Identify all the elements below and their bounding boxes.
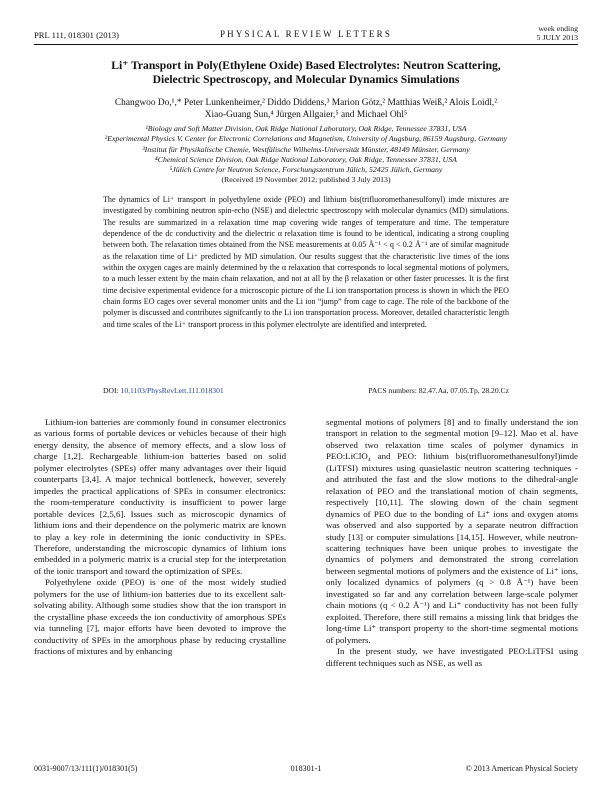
author-list — [50, 97, 562, 121]
week-date: 5 JULY 2013 — [536, 33, 578, 42]
paragraph: In the present study, we have investigated PEO:LiTFSI using different techniques such as NSE, as well as — [326, 646, 578, 668]
running-header — [34, 24, 578, 42]
received-dates: (Received 19 November 2012; published 3 July 2013) — [221, 175, 391, 185]
week-label: week ending — [538, 24, 578, 33]
affiliation-5: ⁵Jülich Centre for Neutron Science, Forschungszentrum Jülich, 52425 Jülich, Germany — [169, 165, 443, 175]
paragraph: Polyethylene oxide (PEO) is one of the most widely studied polymers for the use of lithium-ion batteries due to its excellent salt-solvating ability. Although some studies show that the ion transport in the crystalline phase exceeds the ion conductivity of amorphous SPEs via tunneling [7], major efforts have been devoted to improve the conductivity of SPEs in the amorphous phase by reducing crystalline fractions of mixtures and by enhancing — [34, 577, 286, 657]
paragraph: segmental motions of polymers [8] and to finally understand the ion transport in relation to the segmental motion [9–12]. Mao et al. have observed two relaxation time scales of polymer dynamics in PEO:LiClO₄ and PEO: lithium bis(trifluoromethanesulfonyl)imde (LiTFSI) mixtures using quasielastic neutron scattering techniques -and attributed the fast and the slow motions to the dihedral-angle relaxation of PEO and the translational motion of chain segments, respectively [10,11]. The slowing down of the chain segment dynamics of PEO due to the bonding of Li⁺ ions and oxygen atoms was observed and also supported by a separate neutron diffraction study [13] or computer simulations [14,15]. However, while neutron-scattering techniques have been unique probes to investigate the dynamics of polymers and demonstrated the strong correlation between segmental motions of polymers and the existence of Li⁺ ions, only localized dynamics of polymers (q > 0.8 Å⁻¹) have been investigated so far and any correlation between large-scale polymer chain motions (q < 0.2 Å⁻¹) and Li⁺ conductivity has not been fully exploited. Therefore, there still remains a missing link that bridges the long-time Li⁺ transport property to the short-time segmental motions of polymers. — [326, 417, 578, 645]
issue-date — [537, 24, 578, 42]
affiliation-4: ⁴Chemical Science Division, Oak Ridge National Laboratory, Oak Ridge, Tennessee 37831, USA — [155, 154, 457, 164]
abstract: The dynamics of Li⁺ transport in polyethylene oxide (PEO) and lithium bis(trifluoromethanesulfonyl) imde mixtures are investigated by combining neutron spin-echo (NSE) and dielectric spectroscopy with molecular dynamics (MD) simulations. The results are summarized in a relaxation time map covering wide ranges of temperature and time. The temperature dependence of the dc conductivity and the dielectric α relaxation time is found to be identical, indicating a strong coupling between both. The relaxation times obtained from the NSE measurements at 0.05 Å⁻¹ < q < 0.2 Å⁻¹ are of similar magnitude as the relaxation time of Li⁺ predicted by MD simulation. Our results suggest that the characteristic live times of the ions within the oxygen cages are mainly determined by the α relaxation that corresponds to local segmental motions of polymers, to a much lesser extent by the main chain relaxation, and not at all by the β relaxation or other faster processes. It is the first time decisive experimental evidence for a microscopic picture of the Li ion transportation process is shown in which the PEO chain forms EO cages over several monomer units and the Li ion “jump” from cage to cage. The role of the backbone of the polymer is discussed and contributes signifcantly to the Li ion transportation process. Moreover, detailed characteristic length and time scales of the Li⁺ transport process in this polymer electrolyte are identified and interpreted. — [103, 195, 509, 329]
paragraph: Lithium-ion batteries are commonly found in consumer electronics as various forms of portable devices or vehicles because of their high energy density, the absence of memory effects, and a slow loss of charge [1,2]. Rechargeable lithium-ion batteries based on solid polymer electrolytes (SPEs) offer many advantages over their liquid counterparts [3,4]. A major technical bottleneck, however, severely impedes the practical applications of SPEs in consumer electronics: the room-temperature conductivity is insufficient to power large portable devices [2,5,6]. Issues such as microscopic dynamics of lithium ions and their dependence on the polymeric matrix are known to play a key role in determining the ionic conductivity in SPEs. Therefore, understanding the microscopic dynamics of lithium ions embedded in a polymeric matrix is a crucial step for the interpretation of the ionic transport and toward the optimization of SPEs. — [34, 417, 286, 576]
affiliation-1: ¹Biology and Soft Matter Division, Oak Ridge National Laboratory, Oak Ridge, Tennessee 37831, USA — [145, 124, 467, 133]
doi-pacs-line — [103, 386, 509, 395]
authors-line-1: Changwoo Do,¹,* Peter Lunkenheimer,² Diddo Diddens,³ Marion Götz,² Matthias Weiß,² Alois Loidl,² — [114, 98, 498, 108]
affiliation-2: ²Experimental Physics V, Center for Electronic Correlations and Magnetism, University of Augsburg, 86159 Augsburg, Germany — [104, 134, 508, 144]
copyright: © 2013 American Physical Society — [465, 764, 578, 773]
pacs-numbers: PACS numbers: 82.47.Aa, 07.05.Tp, 28.20.Cz — [368, 386, 509, 395]
footer-code: 0031-9007/13/111(1)/018301(5) — [34, 764, 138, 773]
authors-line-2: Xiao-Guang Sun,⁴ Jürgen Allgaier,⁵ and Michael Ohl⁵ — [204, 110, 408, 121]
journal-name: PHYSICAL REVIEW LETTERS — [219, 29, 393, 39]
header-rule — [34, 44, 578, 45]
body-column-left — [34, 417, 286, 658]
journal-reference: PRL 111, 018301 (2013) — [34, 30, 119, 40]
title-line-1: Li⁺ Transport in Poly(Ethylene Oxide) Based Electrolytes: Neutron Scattering, — [111, 59, 501, 72]
page-number: 018301-1 — [290, 764, 322, 773]
affiliations — [30, 124, 582, 186]
affiliation-3: ³Institut für Physikalische Chemie, Westfälische Wilhelms-Universität Münster, 48149 Münster, Germany — [142, 144, 470, 154]
article-title — [60, 59, 552, 87]
doi-label: DOI: — [103, 386, 119, 395]
doi-link[interactable]: 10.1103/PhysRevLett.111.018301 — [120, 386, 224, 395]
title-line-2: Dielectric Spectroscopy, and Molecular Dynamics Simulations — [152, 73, 460, 86]
body-column-right — [326, 417, 578, 669]
